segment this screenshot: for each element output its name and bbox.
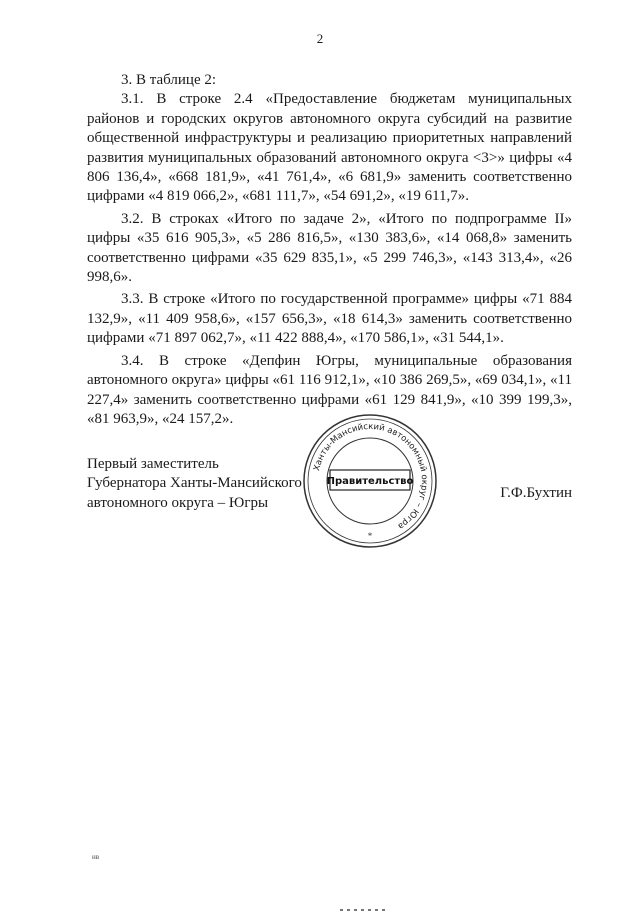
footer-initials: нв — [92, 853, 100, 861]
paragraph-3-1: 3.1. В строке 2.4 «Предоставление бюджетам муниципальных районов и городских округов автономного округа субсидий на развитие общественной инфраструктуры и реализацию приоритетных направлений развития муниципальных образований автономного округа <3>» цифры «4 806 136,4», «668 181,9», «41 761,4», «6 681,9» заменить соответственно цифрами «4 819 066,2», «681 111,7», «54 691,2», «19 611,7». — [87, 91, 572, 205]
seal-star-icon: * — [367, 531, 373, 541]
page-number: 2 — [316, 31, 324, 46]
document-body — [87, 71, 572, 432]
signer-position-line: Первый заместитель — [87, 456, 219, 472]
scan-edge-marks — [340, 898, 410, 902]
signer-name: Г.Ф.Бухтин — [500, 485, 572, 501]
paragraph-3-3: 3.3. В строке «Итого по государственной программе» цифры «71 884 132,9», «11 409 958,6», «157 656,3», «18 614,3» заменить соответственно цифрами «71 897 062,7», «11 422 888,4», «170 586,1», «31 544,1». — [87, 291, 572, 347]
paragraph-3-4: 3.4. В строке «Депфин Югры, муниципальные образования автономного округа» цифры «61 116 912,1», «10 386 269,5», «69 034,1», «11 227,4» заменить соответственно цифрами «61 129 841,9», «10 399 199,3», «81 963,9», «24 157,2». — [87, 352, 572, 427]
signer-position-line: Губернатора Ханты-Мансийского — [87, 475, 302, 492]
section-heading: 3. В таблице 2: — [121, 72, 217, 88]
seal-outer-text: Ханты-Мансийский автономный округ – Югра — [312, 421, 430, 532]
paragraph-3-2: 3.2. В строках «Итого по задаче 2», «Итого по подпрограмме II» цифры «35 616 905,3», «5 286 816,5», «130 383,6», «14 068,8» заменить соответственно цифрами «35 629 835,1», «5 299 746,3», «143 313,4», «26 998,6». — [87, 210, 572, 286]
seal-center-text: Правительство — [326, 476, 414, 487]
official-seal — [300, 411, 440, 551]
signer-position-line: автономного округа – Югры — [87, 494, 269, 511]
signer-position — [87, 455, 302, 513]
